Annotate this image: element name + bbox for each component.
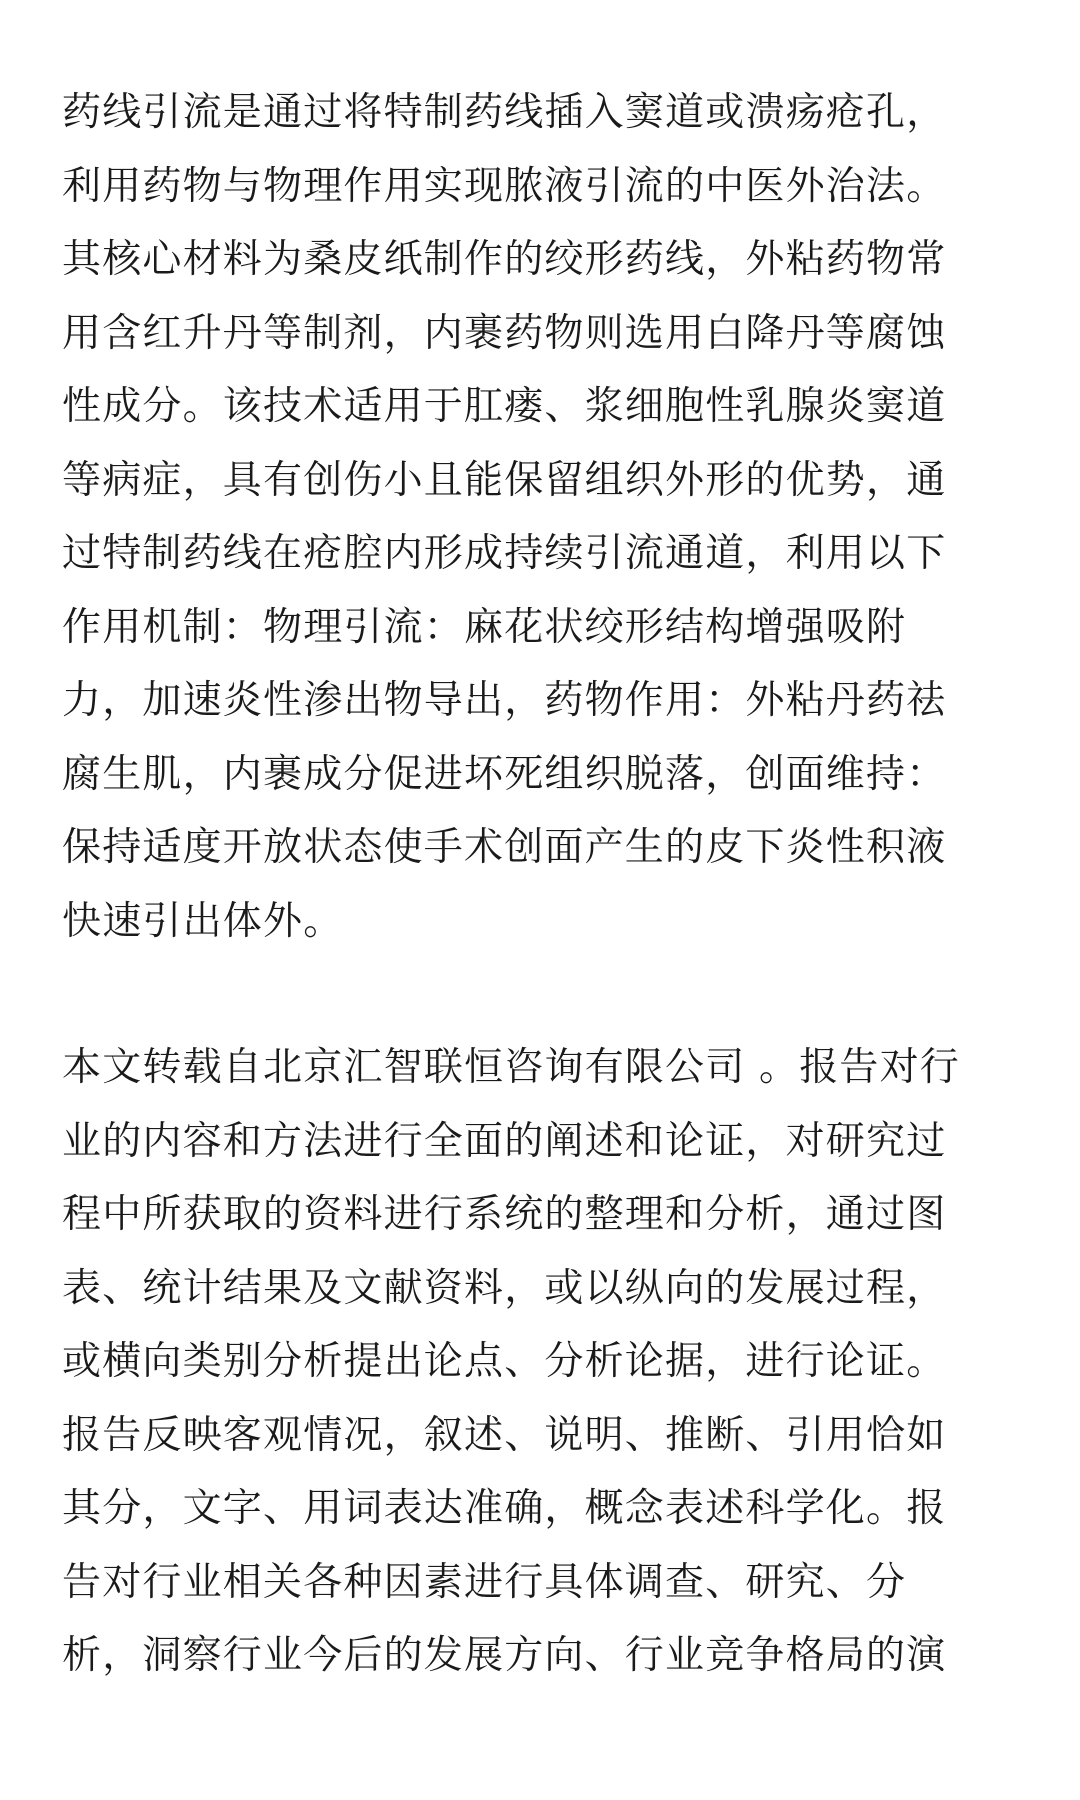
text-line: 或横向类别分析提出论点、分析论据，进行论证。 xyxy=(62,1339,947,1384)
text-line: 腐生肌，内裹成分促进坏死组织脱落，创面维持： xyxy=(62,751,947,797)
text-line: 保持适度开放状态使手术创面产生的皮下炎性积液 xyxy=(62,825,947,870)
text-line: 表、统计结果及文献资料，或以纵向的发展过程， xyxy=(62,1265,947,1311)
text-line: 利用药物与物理作用实现脓液引流的中医外治法。 xyxy=(62,163,947,209)
article-body xyxy=(62,76,1022,1693)
text-line: 性成分。该技术适用于肛瘘、浆细胞性乳腺炎窦道 xyxy=(62,384,947,429)
text-line: 过特制药线在疮腔内形成持续引流通道，利用以下 xyxy=(62,531,947,576)
text-line: 其分，文字、用词表达准确，概念表述科学化。报 xyxy=(62,1486,947,1531)
text-line: 力，加速炎性渗出物导出，药物作用：外粘丹药祛 xyxy=(62,678,947,723)
paragraph-report-source xyxy=(62,1031,1022,1693)
text-line: 报告反映客观情况，叙述、说明、推断、引用恰如 xyxy=(62,1412,947,1458)
text-line: 告对行业相关各种因素进行具体调查、研究、分 xyxy=(62,1559,907,1605)
text-line: 其核心材料为桑皮纸制作的绞形药线，外粘药物常 xyxy=(62,237,947,282)
paragraph-drainage-method xyxy=(62,76,1022,958)
text-line: 本文转载自北京汇智联恒咨询有限公司 。报告对行 xyxy=(62,1045,960,1090)
text-line: 析，洞察行业今后的发展方向、行业竞争格局的演 xyxy=(62,1633,947,1678)
text-line: 用含红升丹等制剂，内裹药物则选用白降丹等腐蚀 xyxy=(62,310,947,356)
text-line: 程中所获取的资料进行系统的整理和分析，通过图 xyxy=(62,1192,947,1237)
text-line: 药线引流是通过将特制药线插入窦道或溃疡疮孔， xyxy=(62,90,947,135)
text-line: 等病症，具有创伤小且能保留组织外形的优势，通 xyxy=(62,457,947,503)
text-line: 作用机制：物理引流：麻花状绞形结构增强吸附 xyxy=(62,604,907,650)
text-line: 快速引出体外。 xyxy=(62,898,344,944)
paragraph-gap xyxy=(62,958,1022,1031)
text-line: 业的内容和方法进行全面的阐述和论证，对研究过 xyxy=(62,1118,947,1164)
